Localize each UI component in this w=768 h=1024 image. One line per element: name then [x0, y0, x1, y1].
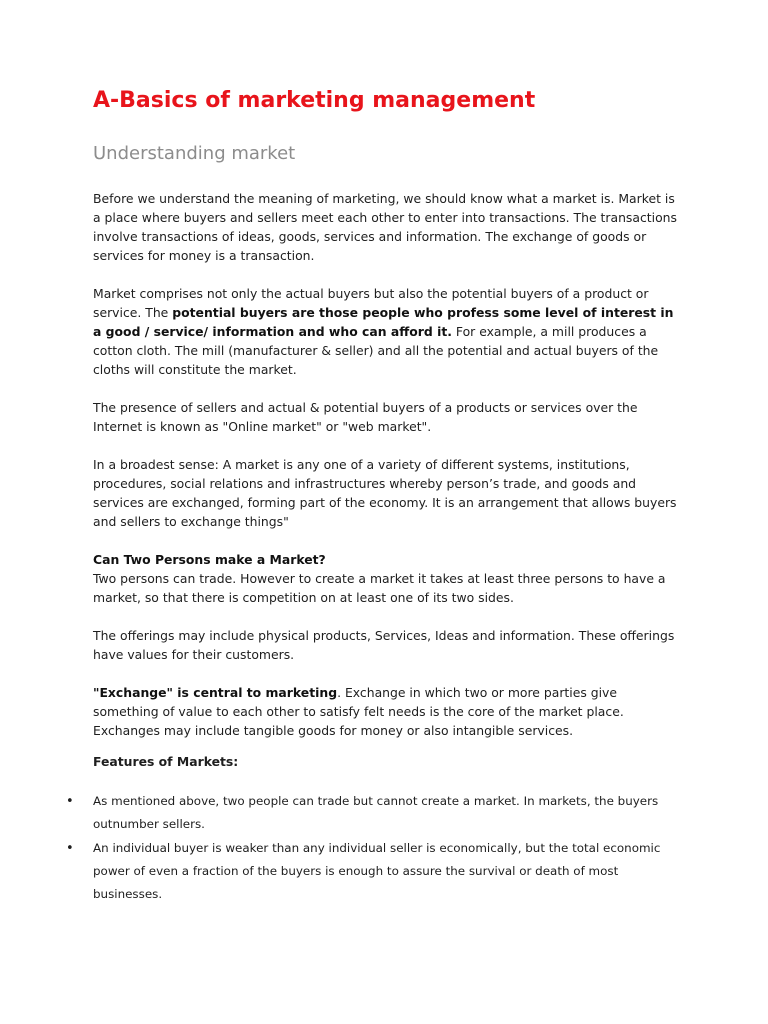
features-list	[66, 790, 679, 906]
paragraph-two-persons	[93, 550, 679, 607]
paragraph-text: . Exchange in which two or more parties give something of value to each other to satisfy felt needs is the core of the market place. Exchanges may include tangible goods for money or also intangible services.	[93, 685, 624, 738]
page-title: A-Basics of marketing management	[93, 88, 536, 113]
paragraph-text: For example, a mill produces a cotton cloth. The mill (manufacturer & seller) and all the potential and actual buyers of the cloths will constitute the market.	[93, 324, 659, 377]
list-item-text: As mentioned above, two people can trade but cannot create a market. In markets, the buyers outnumber sellers.	[93, 794, 659, 831]
paragraph-potential-buyers	[93, 284, 679, 379]
bold-text: "Exchange" is central to marketing	[93, 685, 338, 700]
question-heading: Can Two Persons make a Market?	[93, 552, 326, 567]
paragraph-online-market: The presence of sellers and actual & potential buyers of a products or services over the Internet is known as "Online market" or "web market".	[93, 400, 638, 434]
paragraph-offerings: The offerings may include physical products, Services, Ideas and information. These offerings have values for their customers.	[93, 628, 675, 662]
features-heading: Features of Markets:	[93, 754, 239, 769]
document-body	[66, 189, 679, 907]
bold-text: potential buyers are those people who profess some level of interest in a good / service/ information and who can afford it.	[93, 305, 674, 339]
bullet-icon: •	[66, 841, 74, 856]
list-item-text: An individual buyer is weaker than any individual seller is economically, but the total economic power of even a fraction of the buyers is enough to assure the survival or death of most businesses.	[93, 841, 661, 901]
section-subtitle: Understanding market	[93, 143, 296, 164]
paragraph-broad-sense: In a broadest sense: A market is any one of a variety of different systems, institutions, procedures, social relations and infrastructures whereby person’s trade, and goods and services are exchanged, forming part of the economy. It is an arrangement that allows buyers and sellers to exchange things"	[93, 457, 677, 529]
bullet-icon: •	[66, 794, 74, 809]
paragraph-text: Two persons can trade. However to create a market it takes at least three persons to have a market, so that there is competition on at least one of its two sides.	[93, 571, 666, 605]
list-item	[66, 837, 679, 906]
paragraph-text: Market comprises not only the actual buyers but also the potential buyers of a product or service. The	[93, 286, 649, 320]
list-item	[66, 790, 679, 836]
paragraph-exchange	[93, 683, 679, 740]
paragraph-market-definition: Before we understand the meaning of marketing, we should know what a market is. Market is a place where buyers and sellers meet each other to enter into transactions. The transactions involve transactions of ideas, goods, services and information. The exchange of goods or services for money is a transaction.	[93, 191, 677, 263]
